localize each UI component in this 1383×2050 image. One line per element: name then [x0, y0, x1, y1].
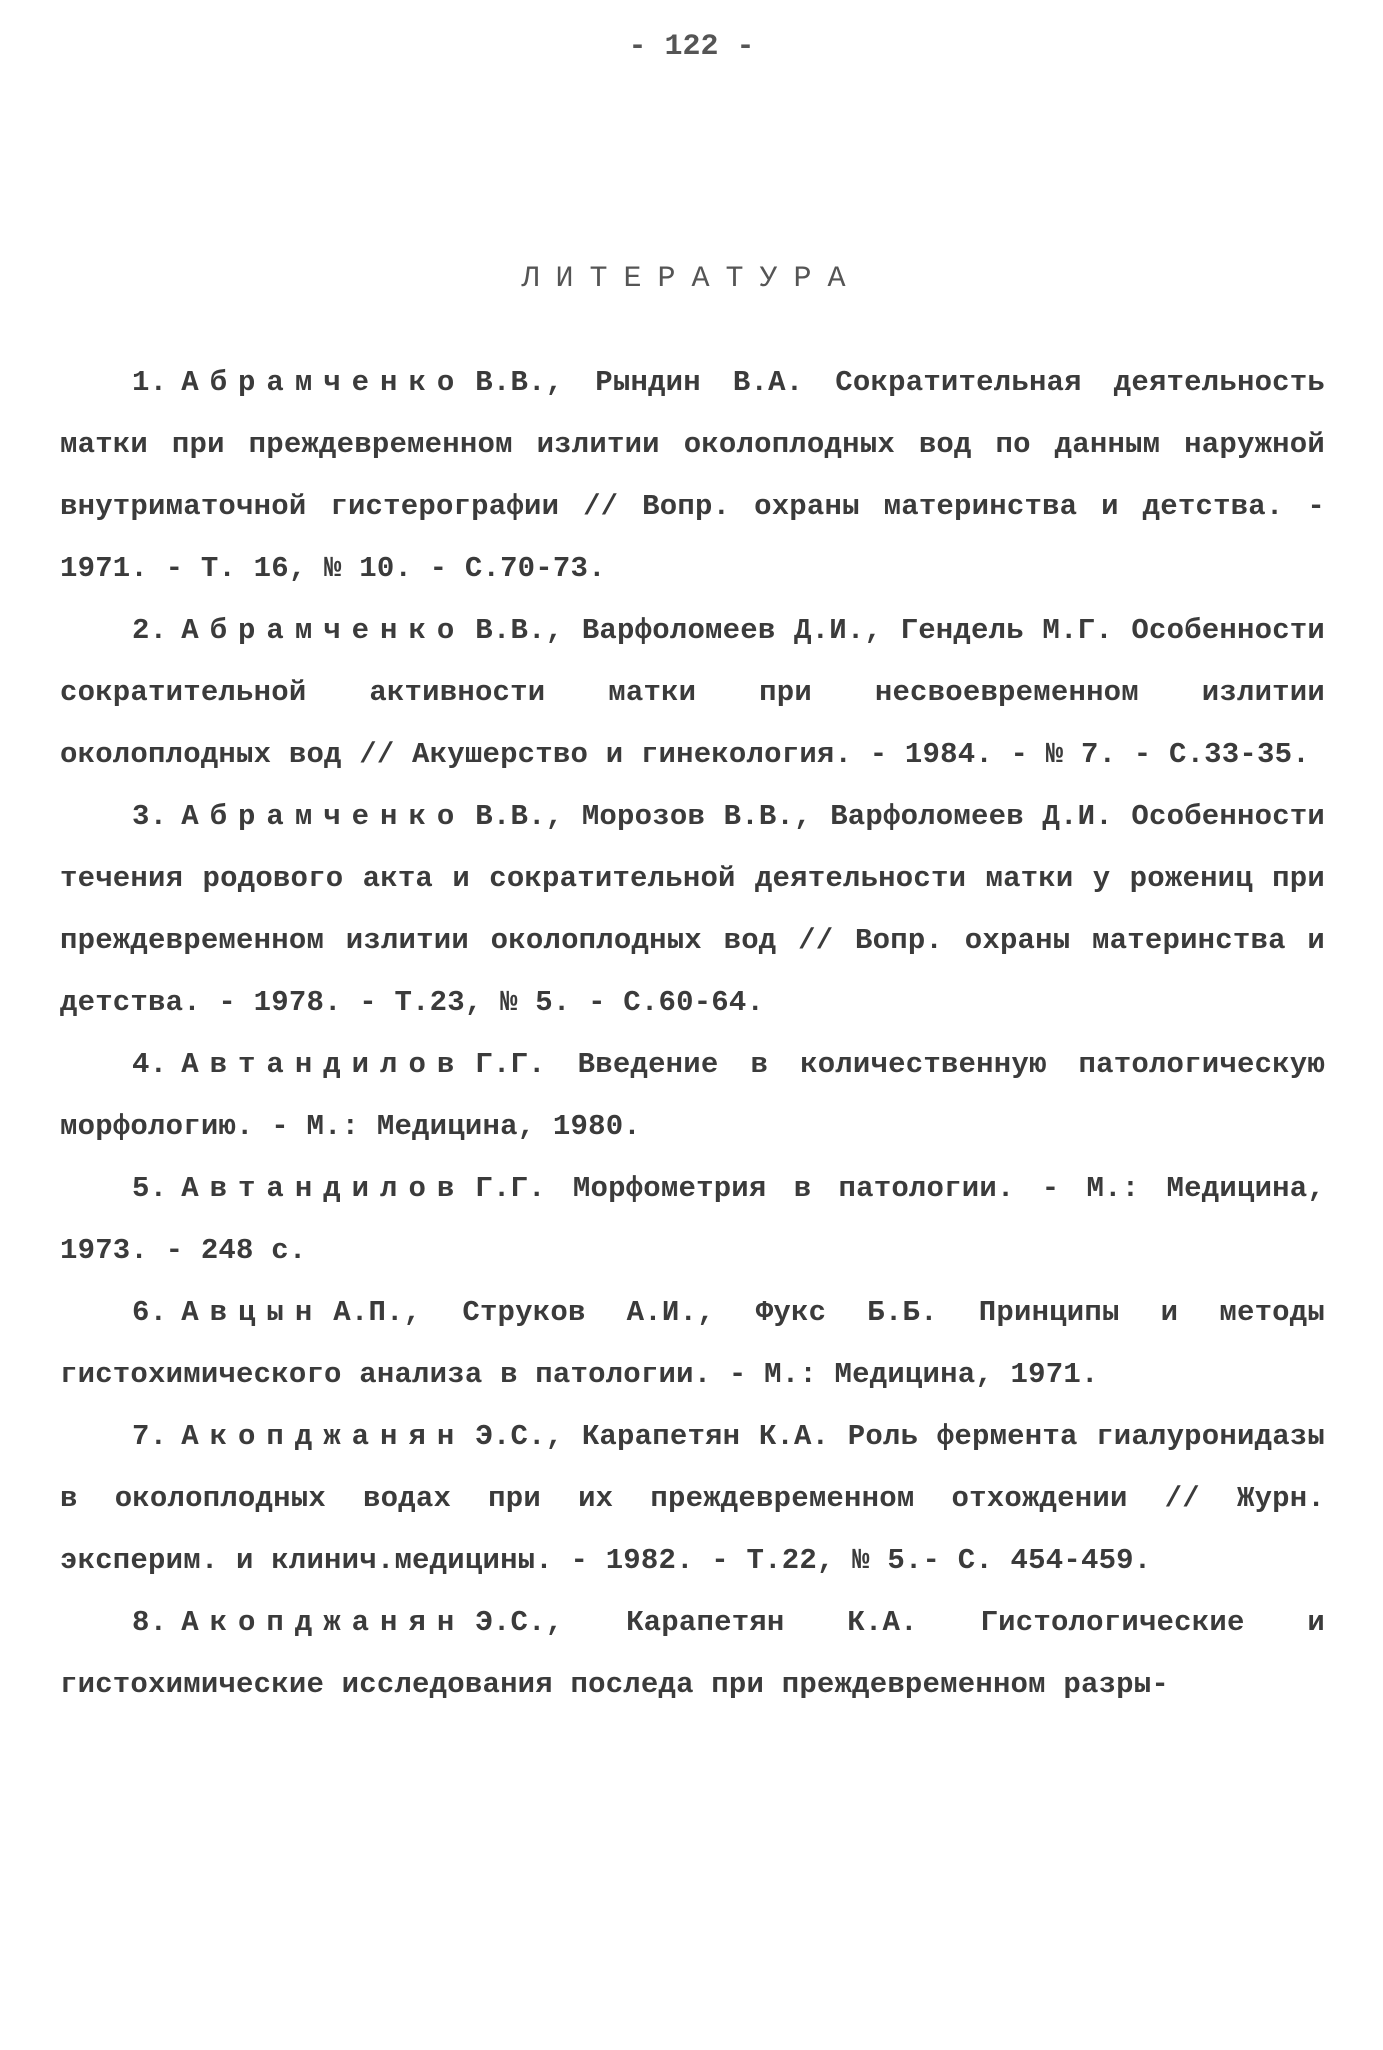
reference-text: Э.С., Карапетян К.А. Гистологические и гистохимические исследования последа при преждевременном разры- — [60, 1606, 1325, 1701]
reference-text: Г.Г. Введение в количественную патологическую морфологию. - М.: Медицина, 1980. — [60, 1048, 1325, 1143]
reference-number: 8. — [132, 1606, 168, 1639]
reference-number: 6. — [132, 1296, 168, 1329]
reference-entry-7 — [60, 1406, 1325, 1592]
reference-text: В.В., Рындин В.А. Сократительная деятельность матки при преждевременном излитии околоплодных вод по данным наружной внутриматочной гистерографии // Вопр. охраны материнства и детства. - 1971. - Т. 16, № 10. - С.70-73. — [60, 366, 1325, 585]
reference-number: 1. — [132, 366, 168, 399]
reference-number: 7. — [132, 1420, 168, 1453]
reference-number: 5. — [132, 1172, 168, 1205]
reference-number: 3. — [132, 800, 168, 833]
reference-author: Автандилов — [181, 1172, 466, 1205]
reference-text: Э.С., Карапетян К.А. Роль фермента гиалуронидазы в околоплодных водах при их преждевременном отхождении // Журн. эксперим. и клинич.медицины. - 1982. - Т.22, № 5.- С. 454-459. — [60, 1420, 1325, 1577]
page-title: ЛИТЕРАТУРА — [521, 262, 862, 296]
reference-entry-4 — [60, 1034, 1325, 1158]
reference-author: Абрамченко — [181, 800, 466, 833]
reference-author: Абрамченко — [181, 366, 466, 399]
reference-entry-2 — [60, 600, 1325, 786]
reference-entry-3 — [60, 786, 1325, 1034]
reference-author: Акопджанян — [181, 1420, 466, 1453]
reference-text: В.В., Варфоломеев Д.И., Гендель М.Г. Особенности сократительной активности матки при несвоевременном излитии околоплодных вод // Акушерство и гинекология. - 1984. - № 7. - С.33-35. — [60, 614, 1325, 771]
reference-number: 2. — [132, 614, 168, 647]
reference-author: Абрамченко — [181, 614, 466, 647]
reference-text: А.П., Струков А.И., Фукс Б.Б. Принципы и методы гистохимического анализа в патологии. - М.: Медицина, 1971. — [60, 1296, 1325, 1391]
reference-text: В.В., Морозов В.В., Варфоломеев Д.И. Особенности течения родового акта и сократительной деятельности матки у рожениц при преждевременном излитии околоплодных вод // Вопр. охраны материнства и детства. - 1978. - Т.23, № 5. - С.60-64. — [60, 800, 1325, 1019]
reference-number: 4. — [132, 1048, 168, 1081]
reference-author: Авцын — [181, 1296, 324, 1329]
reference-entry-1 — [60, 352, 1325, 600]
reference-entry-5 — [60, 1158, 1325, 1282]
reference-entry-8 — [60, 1592, 1325, 1716]
reference-text: Г.Г. Морфометрия в патологии. - М.: Медицина, 1973. - 248 с. — [60, 1172, 1325, 1267]
reference-author: Автандилов — [181, 1048, 466, 1081]
page-number: - 122 - — [628, 30, 755, 64]
reference-list — [60, 352, 1325, 1716]
reference-author: Акопджанян — [181, 1606, 466, 1639]
reference-entry-6 — [60, 1282, 1325, 1406]
